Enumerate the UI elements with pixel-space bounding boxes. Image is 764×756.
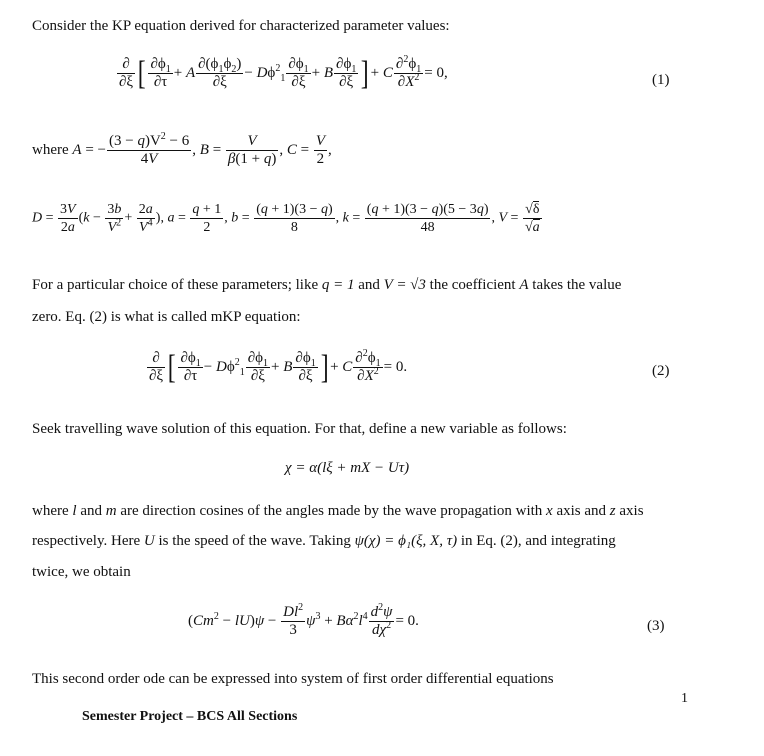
where-label: where xyxy=(32,141,69,158)
respectively-text: respectively. Here U is the speed of the wave. Taking ψ(χ) = ϕ₁(ξ, X, τ) in Eq. (2), and integrating xyxy=(32,533,616,549)
direction-cosines-text: where l and m are direction cosines of the angles made by the wave propagation with x axis and z axis xyxy=(32,503,644,519)
equation-2-number: (2) xyxy=(652,363,670,379)
equation-1: $\frac{\partial}{\partial\xi}$ [ $\frac{\partial\phi_1}{\partial\tau}$ + A $\frac{\partial(\phi_1\phi_2)}{\partial\xi}$ − $D\phi^2_1$ $\frac{\partial\phi_1}{\partial\xi}$ + B $\frac{\partial\phi_1}{\partial\xi}$ ] + C $\frac{\partial^2\phi_1}{\partial X^2}$ = 0, xyxy=(119,54,448,92)
intro-text: Consider the KP equation derived for characterized parameter values: xyxy=(32,18,450,34)
seek-text: Seek travelling wave solution of this equation. For that, define a new variable as follows: xyxy=(32,421,567,437)
equation-2: $\frac{\partial}{\partial\xi}$ [ $\frac{\partial\phi_1}{\partial\tau}$ − $D\phi^2_1$ $\frac{\partial\phi_1}{\partial\xi}$ + B $\frac{\partial\phi_1}{\partial\xi}$ ] + C $\frac{\partial^2\phi_1}{\partial X^2}$ = 0. xyxy=(149,348,408,386)
coefficients-line-2: D = $\frac{3V}{2a}$ (k − $\frac{3b}{V^2}$ + $\frac{2a}{V^4}$ ), a = $\frac{q + 1}{2}$ , b = $\frac{(q + 1)(3 - q)}{8}$ , k = $\frac{(q + 1)(3 - q)(5 - 3q)}{48}$ , V = $\frac{√\delta}{√a}$ xyxy=(32,202,540,235)
zero-line-text: zero. Eq. (2) is what is called mKP equation: xyxy=(32,309,301,325)
particular-choice-text: For a particular choice of these parameters; like q = 1 and V = √3 the coefficient A takes the value xyxy=(32,277,622,293)
equation-3-number: (3) xyxy=(647,618,665,634)
footer-text: Semester Project – BCS All Sections xyxy=(82,709,298,724)
coefficients-line-1: where A = − $\frac{(3 - q)V^2 - 6}{4V}$ , B = $\frac{V}{\beta(1 + q)}$ , C = $\frac{V}{2}$ , xyxy=(32,131,332,167)
chi-definition: χ = α(lξ + mX − Uτ) xyxy=(285,460,410,476)
page-number: 1 xyxy=(681,691,688,706)
equation-3: $(Cm^2 - lU)\psi$ − $\frac{Dl^2}{3}$ $\psi^3 + B\alpha^2l^4$ $\frac{d^2\psi}{d\chi^2}$ = 0. xyxy=(188,602,419,638)
twice-text: twice, we obtain xyxy=(32,564,131,580)
second-order-text: This second order ode can be expressed into system of first order differential equations xyxy=(32,671,554,687)
equation-1-number: (1) xyxy=(652,72,670,88)
